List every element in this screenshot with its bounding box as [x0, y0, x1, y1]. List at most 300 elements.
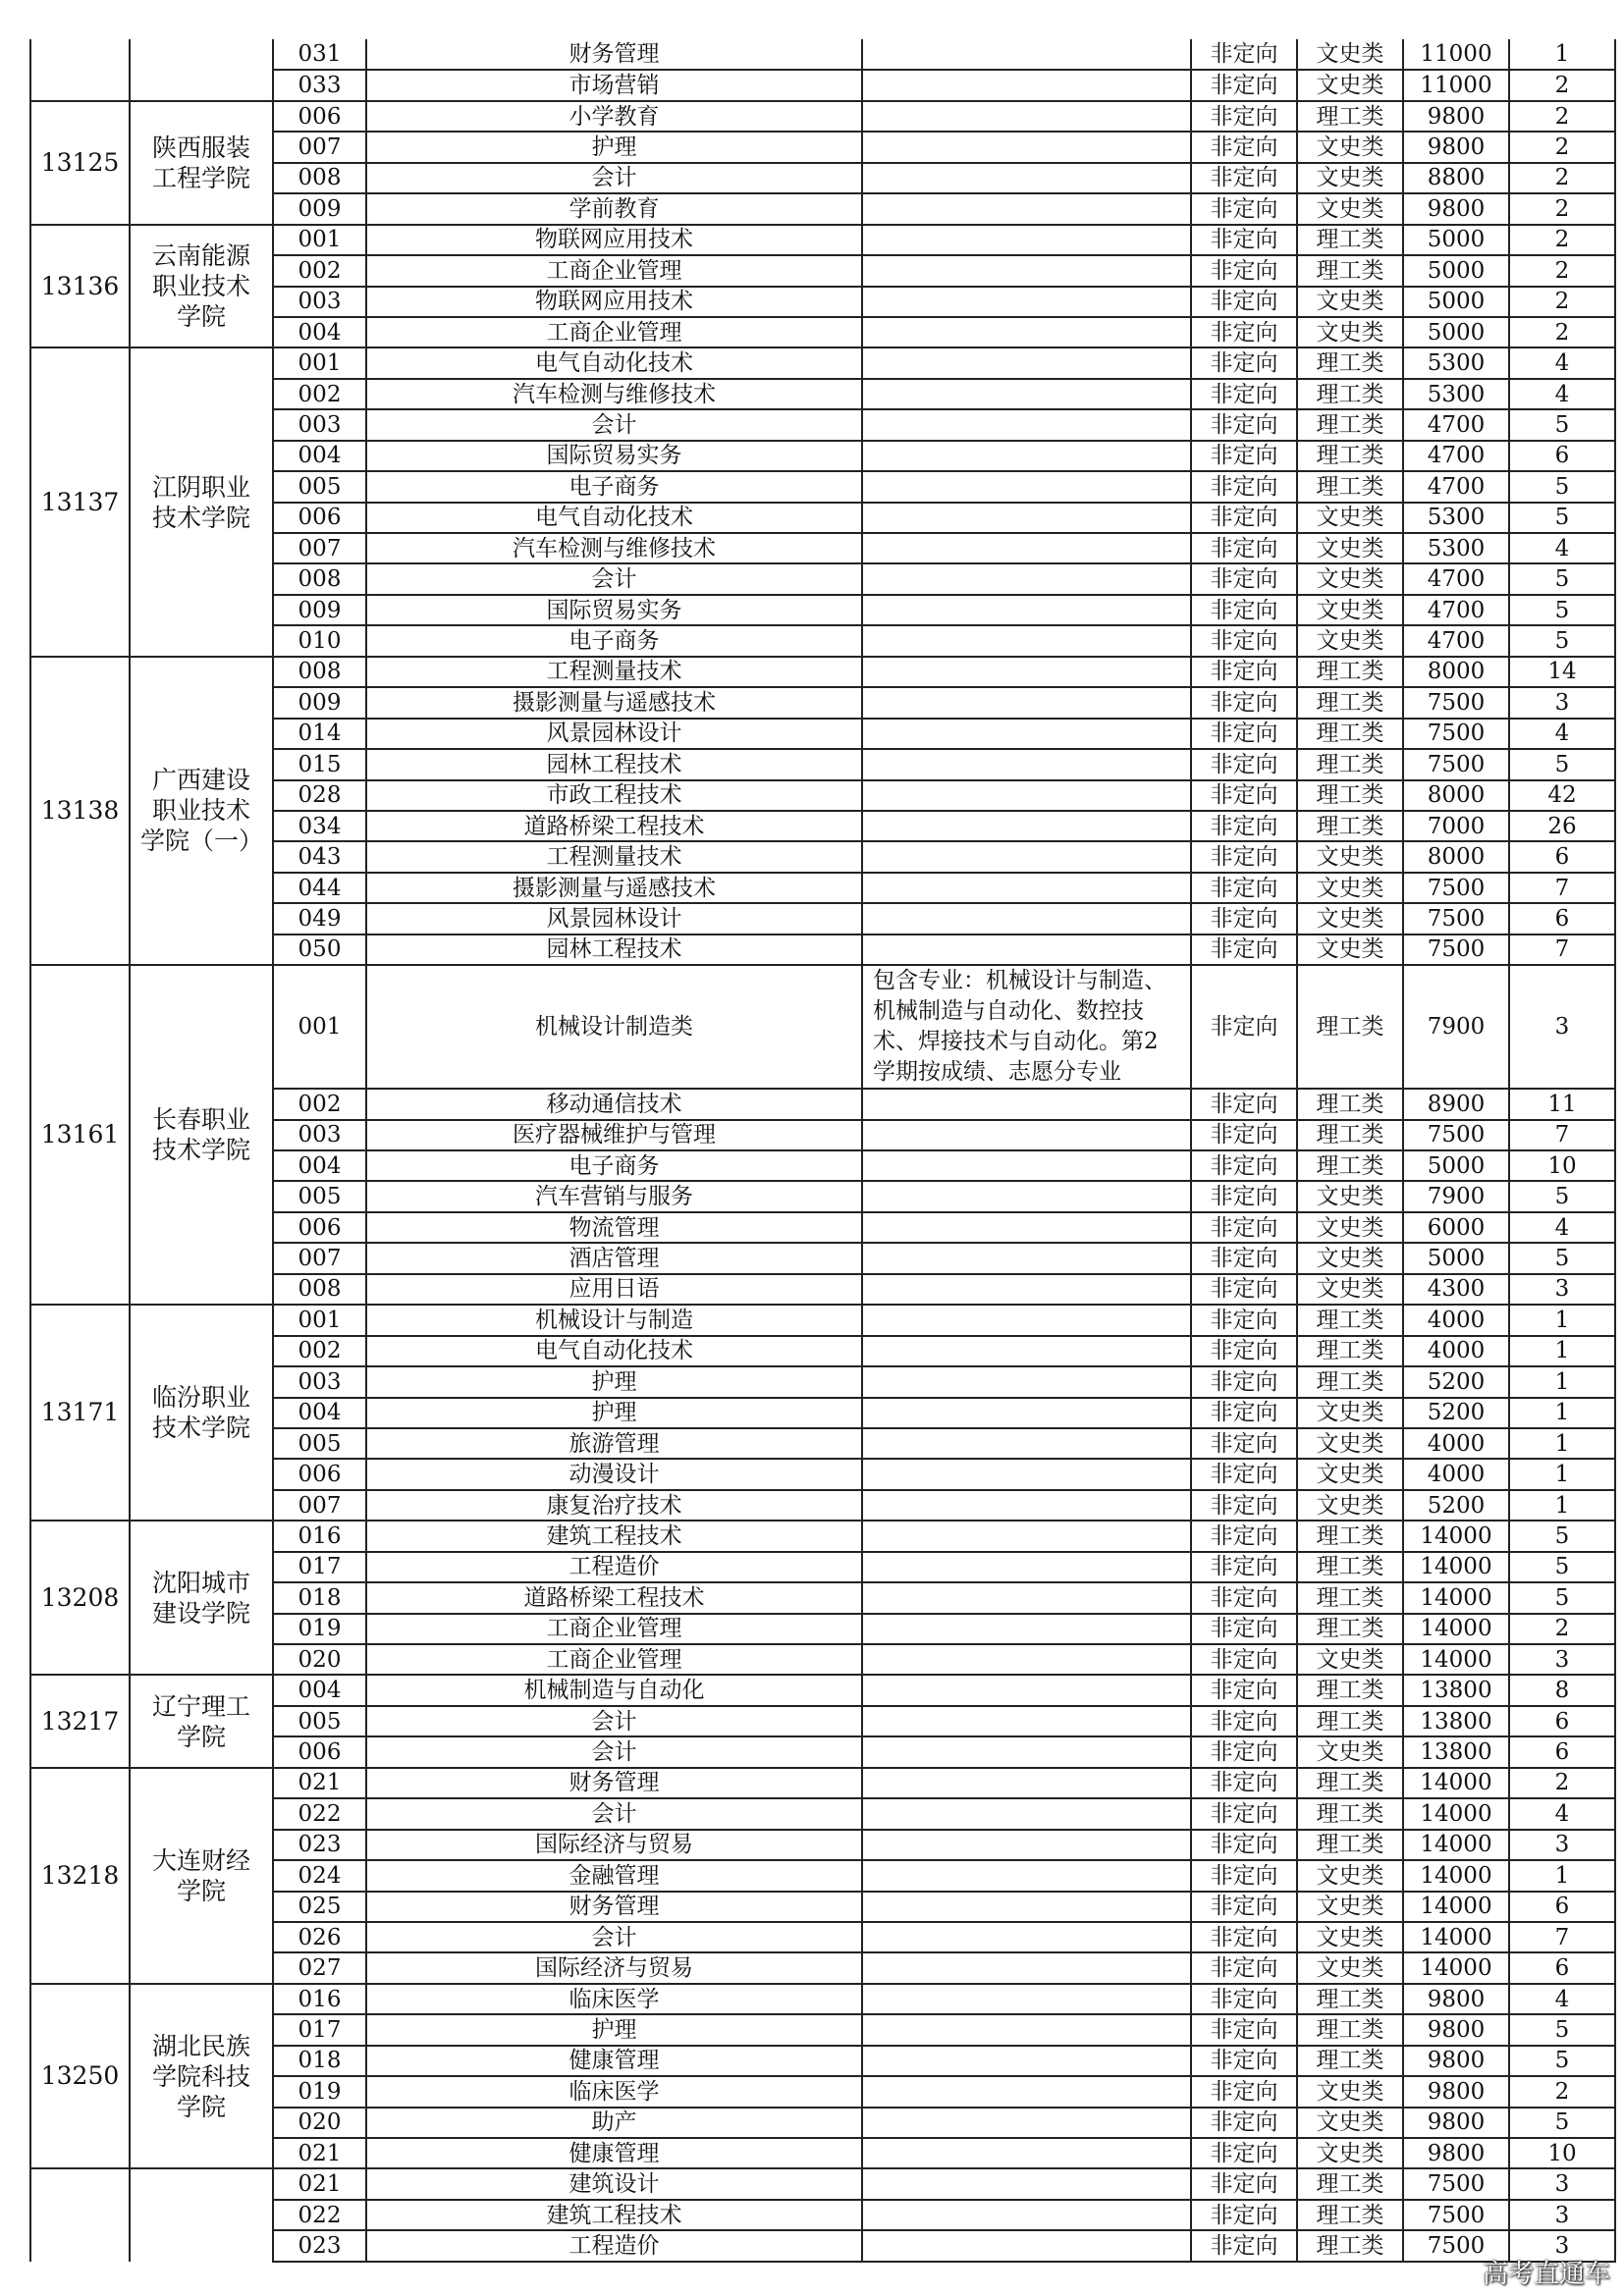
category-cell: 文史类: [1297, 1736, 1403, 1767]
plan-count-cell: 11: [1509, 1089, 1615, 1119]
direction-cell: 非定向: [1191, 657, 1297, 687]
remark-cell: [862, 1243, 1191, 1273]
tuition-cell: 9800: [1403, 1984, 1509, 2014]
enrollment-plan-table: [29, 39, 1616, 2263]
category-cell: 理工类: [1297, 780, 1403, 811]
major-name-cell: 工商企业管理: [366, 317, 862, 347]
direction-cell: 非定向: [1191, 225, 1297, 255]
major-name-cell: 财务管理: [366, 1768, 862, 1798]
direction-cell: 非定向: [1191, 1830, 1297, 1860]
direction-cell: 非定向: [1191, 1366, 1297, 1397]
major-name-cell: 助产: [366, 2108, 862, 2138]
program-number-cell: 009: [273, 193, 366, 224]
plan-count-cell: 4: [1509, 533, 1615, 563]
remark-cell: [862, 657, 1191, 687]
direction-cell: 非定向: [1191, 687, 1297, 718]
school-name-cell: 云南能源职业技术学院: [130, 225, 273, 348]
major-name-cell: 工程造价: [366, 2230, 862, 2261]
program-number-cell: 007: [273, 533, 366, 563]
remark-cell: [862, 1428, 1191, 1459]
tuition-cell: 13800: [1403, 1706, 1509, 1736]
tuition-cell: 4700: [1403, 563, 1509, 594]
direction-cell: 非定向: [1191, 1798, 1297, 1829]
program-number-cell: 019: [273, 2076, 366, 2107]
school-code-cell: 13136: [30, 225, 130, 348]
category-cell: 文史类: [1297, 1952, 1403, 1983]
category-cell: 文史类: [1297, 1860, 1403, 1891]
program-number-cell: 005: [273, 1181, 366, 1211]
major-name-cell: 应用日语: [366, 1274, 862, 1305]
category-cell: 文史类: [1297, 39, 1403, 70]
tuition-cell: 14000: [1403, 1860, 1509, 1891]
program-number-cell: 006: [273, 1459, 366, 1489]
tuition-cell: 7900: [1403, 965, 1509, 1089]
direction-cell: 非定向: [1191, 1736, 1297, 1767]
school-name-cell: 临汾职业技术学院: [130, 1305, 273, 1521]
category-cell: 文史类: [1297, 625, 1403, 656]
category-cell: 文史类: [1297, 533, 1403, 563]
plan-count-cell: 1: [1509, 1860, 1615, 1891]
plan-count-cell: 3: [1509, 1274, 1615, 1305]
program-number-cell: 003: [273, 287, 366, 317]
category-cell: 文史类: [1297, 903, 1403, 934]
table-row: [30, 39, 1615, 70]
major-name-cell: 市场营销: [366, 70, 862, 100]
major-name-cell: 护理: [366, 132, 862, 162]
remark-cell: [862, 1274, 1191, 1305]
direction-cell: 非定向: [1191, 2076, 1297, 2107]
tuition-cell: 14000: [1403, 1582, 1509, 1613]
remark-cell: [862, 1582, 1191, 1613]
tuition-cell: 7500: [1403, 2200, 1509, 2230]
plan-count-cell: 2: [1509, 317, 1615, 347]
direction-cell: 非定向: [1191, 1212, 1297, 1243]
remark-cell: [862, 1366, 1191, 1397]
program-number-cell: 027: [273, 1952, 366, 1983]
program-number-cell: 004: [273, 317, 366, 347]
remark-cell: [862, 625, 1191, 656]
table-body: [30, 39, 1615, 2262]
plan-count-cell: 3: [1509, 965, 1615, 1089]
direction-cell: 非定向: [1191, 39, 1297, 70]
major-name-cell: 医疗器械维护与管理: [366, 1120, 862, 1150]
direction-cell: 非定向: [1191, 1922, 1297, 1952]
remark-cell: [862, 1150, 1191, 1181]
major-name-cell: 国际贸易实务: [366, 441, 862, 471]
remark-cell: [862, 2168, 1191, 2199]
category-cell: 文史类: [1297, 873, 1403, 903]
direction-cell: 非定向: [1191, 2014, 1297, 2045]
tuition-cell: 14000: [1403, 1521, 1509, 1551]
category-cell: 理工类: [1297, 1582, 1403, 1613]
major-name-cell: 建筑工程技术: [366, 1521, 862, 1551]
category-cell: 文史类: [1297, 1892, 1403, 1922]
direction-cell: 非定向: [1191, 1860, 1297, 1891]
program-number-cell: 018: [273, 1582, 366, 1613]
plan-count-cell: 2: [1509, 2076, 1615, 2107]
plan-count-cell: 5: [1509, 2108, 1615, 2138]
category-cell: 理工类: [1297, 687, 1403, 718]
remark-cell: [862, 811, 1191, 841]
major-name-cell: 国际贸易实务: [366, 595, 862, 625]
category-cell: 文史类: [1297, 1428, 1403, 1459]
tuition-cell: 7500: [1403, 873, 1509, 903]
program-number-cell: 001: [273, 965, 366, 1089]
school-name-cell: 陕西服装工程学院: [130, 101, 273, 225]
school-code-cell: 13218: [30, 1768, 130, 1984]
school-name-cell: 沈阳城市建设学院: [130, 1521, 273, 1675]
school-name-cell: 广西建设职业技术学院（一）: [130, 657, 273, 965]
major-name-cell: 机械制造与自动化: [366, 1675, 862, 1705]
plan-count-cell: 8: [1509, 1675, 1615, 1705]
remark-cell: [862, 1706, 1191, 1736]
category-cell: 文史类: [1297, 2108, 1403, 2138]
tuition-cell: 14000: [1403, 1614, 1509, 1644]
program-number-cell: 001: [273, 347, 366, 378]
program-number-cell: 006: [273, 1212, 366, 1243]
program-number-cell: 026: [273, 1922, 366, 1952]
remark-cell: [862, 287, 1191, 317]
program-number-cell: 002: [273, 255, 366, 286]
remark-cell: [862, 533, 1191, 563]
program-number-cell: 009: [273, 595, 366, 625]
tuition-cell: 4700: [1403, 595, 1509, 625]
direction-cell: 非定向: [1191, 441, 1297, 471]
program-number-cell: 044: [273, 873, 366, 903]
plan-count-cell: 5: [1509, 1582, 1615, 1613]
program-number-cell: 005: [273, 1706, 366, 1736]
program-number-cell: 002: [273, 1336, 366, 1366]
program-number-cell: 014: [273, 719, 366, 749]
plan-count-cell: 1: [1509, 1398, 1615, 1428]
plan-count-cell: 1: [1509, 1428, 1615, 1459]
major-name-cell: 工程测量技术: [366, 657, 862, 687]
remark-cell: [862, 1614, 1191, 1644]
school-name-cell: 湖北民族学院科技学院: [130, 1984, 273, 2169]
plan-count-cell: 2: [1509, 225, 1615, 255]
tuition-cell: 14000: [1403, 1552, 1509, 1582]
program-number-cell: 019: [273, 1614, 366, 1644]
category-cell: 文史类: [1297, 934, 1403, 965]
direction-cell: 非定向: [1191, 1892, 1297, 1922]
category-cell: 文史类: [1297, 595, 1403, 625]
tuition-cell: 5300: [1403, 379, 1509, 409]
tuition-cell: 9800: [1403, 132, 1509, 162]
major-name-cell: 市政工程技术: [366, 780, 862, 811]
remark-cell: [862, 873, 1191, 903]
school-code-cell: 13208: [30, 1521, 130, 1675]
major-name-cell: 旅游管理: [366, 1428, 862, 1459]
direction-cell: 非定向: [1191, 1243, 1297, 1273]
plan-count-cell: 2: [1509, 132, 1615, 162]
program-number-cell: 031: [273, 39, 366, 70]
remark-cell: [862, 39, 1191, 70]
tuition-cell: 14000: [1403, 1768, 1509, 1798]
plan-count-cell: 4: [1509, 719, 1615, 749]
direction-cell: 非定向: [1191, 903, 1297, 934]
program-number-cell: 008: [273, 657, 366, 687]
program-number-cell: 004: [273, 1150, 366, 1181]
direction-cell: 非定向: [1191, 287, 1297, 317]
plan-count-cell: 2: [1509, 1768, 1615, 1798]
program-number-cell: 016: [273, 1521, 366, 1551]
plan-count-cell: 42: [1509, 780, 1615, 811]
plan-count-cell: 5: [1509, 1181, 1615, 1211]
remark-cell: 包含专业：机械设计与制造、机械制造与自动化、数控技术、焊接技术与自动化。第2学期按成绩、志愿分专业: [862, 965, 1191, 1089]
direction-cell: 非定向: [1191, 1521, 1297, 1551]
program-number-cell: 006: [273, 503, 366, 533]
tuition-cell: 7500: [1403, 2230, 1509, 2261]
program-number-cell: 033: [273, 70, 366, 100]
plan-count-cell: 6: [1509, 441, 1615, 471]
tuition-cell: 4700: [1403, 471, 1509, 502]
tuition-cell: 9800: [1403, 2108, 1509, 2138]
major-name-cell: 国际经济与贸易: [366, 1830, 862, 1860]
plan-count-cell: 5: [1509, 2014, 1615, 2045]
remark-cell: [862, 1089, 1191, 1119]
major-name-cell: 建筑工程技术: [366, 2200, 862, 2230]
major-name-cell: 动漫设计: [366, 1459, 862, 1489]
major-name-cell: 物流管理: [366, 1212, 862, 1243]
category-cell: 理工类: [1297, 255, 1403, 286]
direction-cell: 非定向: [1191, 1614, 1297, 1644]
tuition-cell: 9800: [1403, 193, 1509, 224]
category-cell: 文史类: [1297, 1243, 1403, 1273]
major-name-cell: 风景园林设计: [366, 719, 862, 749]
tuition-cell: 5000: [1403, 287, 1509, 317]
tuition-cell: 5000: [1403, 317, 1509, 347]
remark-cell: [862, 1336, 1191, 1366]
table-row: [30, 657, 1615, 687]
remark-cell: [862, 780, 1191, 811]
major-name-cell: 电气自动化技术: [366, 1336, 862, 1366]
program-number-cell: 010: [273, 625, 366, 656]
category-cell: 理工类: [1297, 2230, 1403, 2261]
program-number-cell: 005: [273, 471, 366, 502]
remark-cell: [862, 163, 1191, 193]
major-name-cell: 电子商务: [366, 471, 862, 502]
category-cell: 理工类: [1297, 1706, 1403, 1736]
plan-count-cell: 10: [1509, 1150, 1615, 1181]
program-number-cell: 021: [273, 2138, 366, 2168]
plan-count-cell: 6: [1509, 841, 1615, 872]
category-cell: 理工类: [1297, 811, 1403, 841]
school-code-cell: 13217: [30, 1675, 130, 1767]
tuition-cell: 5300: [1403, 347, 1509, 378]
plan-count-cell: 5: [1509, 2046, 1615, 2076]
remark-cell: [862, 1830, 1191, 1860]
plan-count-cell: 2: [1509, 70, 1615, 100]
remark-cell: [862, 1305, 1191, 1335]
category-cell: 文史类: [1297, 2076, 1403, 2107]
program-number-cell: 024: [273, 1860, 366, 1891]
school-name-cell: 辽宁理工学院: [130, 1675, 273, 1767]
plan-count-cell: 2: [1509, 287, 1615, 317]
remark-cell: [862, 1120, 1191, 1150]
remark-cell: [862, 2230, 1191, 2261]
major-name-cell: 工商企业管理: [366, 255, 862, 286]
plan-count-cell: 6: [1509, 1736, 1615, 1767]
remark-cell: [862, 1952, 1191, 1983]
remark-cell: [862, 1459, 1191, 1489]
direction-cell: 非定向: [1191, 1398, 1297, 1428]
plan-count-cell: 5: [1509, 1243, 1615, 1273]
program-number-cell: 049: [273, 903, 366, 934]
plan-count-cell: 2: [1509, 163, 1615, 193]
category-cell: 理工类: [1297, 1614, 1403, 1644]
major-name-cell: 汽车检测与维修技术: [366, 379, 862, 409]
plan-count-cell: 3: [1509, 1830, 1615, 1860]
program-number-cell: 002: [273, 1089, 366, 1119]
remark-cell: [862, 409, 1191, 440]
category-cell: 理工类: [1297, 1150, 1403, 1181]
category-cell: 理工类: [1297, 379, 1403, 409]
program-number-cell: 015: [273, 749, 366, 779]
tuition-cell: 8900: [1403, 1089, 1509, 1119]
major-name-cell: 物联网应用技术: [366, 287, 862, 317]
tuition-cell: 4700: [1403, 441, 1509, 471]
remark-cell: [862, 347, 1191, 378]
program-number-cell: 020: [273, 1644, 366, 1675]
remark-cell: [862, 2200, 1191, 2230]
tuition-cell: 14000: [1403, 1952, 1509, 1983]
major-name-cell: 园林工程技术: [366, 749, 862, 779]
direction-cell: 非定向: [1191, 595, 1297, 625]
direction-cell: 非定向: [1191, 409, 1297, 440]
tuition-cell: 5000: [1403, 1150, 1509, 1181]
tuition-cell: 14000: [1403, 1922, 1509, 1952]
category-cell: 理工类: [1297, 1336, 1403, 1366]
remark-cell: [862, 441, 1191, 471]
tuition-cell: 8800: [1403, 163, 1509, 193]
plan-count-cell: 6: [1509, 1892, 1615, 1922]
plan-count-cell: 1: [1509, 1336, 1615, 1366]
tuition-cell: 5300: [1403, 503, 1509, 533]
major-name-cell: 会计: [366, 409, 862, 440]
category-cell: 文史类: [1297, 2138, 1403, 2168]
tuition-cell: 14000: [1403, 1830, 1509, 1860]
tuition-cell: 4700: [1403, 409, 1509, 440]
tuition-cell: 5200: [1403, 1398, 1509, 1428]
direction-cell: 非定向: [1191, 1582, 1297, 1613]
direction-cell: 非定向: [1191, 379, 1297, 409]
tuition-cell: 4700: [1403, 625, 1509, 656]
plan-count-cell: 7: [1509, 1922, 1615, 1952]
remark-cell: [862, 1860, 1191, 1891]
category-cell: 文史类: [1297, 1398, 1403, 1428]
major-name-cell: 护理: [366, 1398, 862, 1428]
category-cell: 理工类: [1297, 1768, 1403, 1798]
category-cell: 理工类: [1297, 1089, 1403, 1119]
remark-cell: [862, 2076, 1191, 2107]
program-number-cell: 003: [273, 409, 366, 440]
major-name-cell: 机械设计制造类: [366, 965, 862, 1089]
school-code-cell: 13161: [30, 965, 130, 1305]
tuition-cell: 14000: [1403, 1798, 1509, 1829]
plan-count-cell: 10: [1509, 2138, 1615, 2168]
plan-count-cell: 1: [1509, 1366, 1615, 1397]
table-row: [30, 101, 1615, 132]
program-number-cell: 003: [273, 1120, 366, 1150]
category-cell: 文史类: [1297, 841, 1403, 872]
plan-count-cell: 1: [1509, 1305, 1615, 1335]
direction-cell: 非定向: [1191, 2168, 1297, 2199]
remark-cell: [862, 2046, 1191, 2076]
major-name-cell: 会计: [366, 563, 862, 594]
remark-cell: [862, 719, 1191, 749]
category-cell: 理工类: [1297, 1305, 1403, 1335]
category-cell: 理工类: [1297, 965, 1403, 1089]
major-name-cell: 工程测量技术: [366, 841, 862, 872]
major-name-cell: 健康管理: [366, 2138, 862, 2168]
tuition-cell: 13800: [1403, 1675, 1509, 1705]
major-name-cell: 摄影测量与遥感技术: [366, 687, 862, 718]
major-name-cell: 机械设计与制造: [366, 1305, 862, 1335]
program-number-cell: 016: [273, 1984, 366, 2014]
direction-cell: 非定向: [1191, 1120, 1297, 1150]
plan-count-cell: 5: [1509, 563, 1615, 594]
program-number-cell: 001: [273, 225, 366, 255]
direction-cell: 非定向: [1191, 625, 1297, 656]
major-name-cell: 汽车营销与服务: [366, 1181, 862, 1211]
tuition-cell: 4000: [1403, 1336, 1509, 1366]
school-code-cell: 13250: [30, 1984, 130, 2169]
direction-cell: 非定向: [1191, 101, 1297, 132]
program-number-cell: 004: [273, 1675, 366, 1705]
program-number-cell: 023: [273, 2230, 366, 2261]
tuition-cell: 5300: [1403, 533, 1509, 563]
direction-cell: 非定向: [1191, 347, 1297, 378]
major-name-cell: 国际经济与贸易: [366, 1952, 862, 1983]
direction-cell: 非定向: [1191, 2108, 1297, 2138]
table-row: [30, 1521, 1615, 1551]
watermark-logo: 高考直通车: [1482, 2260, 1610, 2289]
direction-cell: 非定向: [1191, 1706, 1297, 1736]
program-number-cell: 007: [273, 1490, 366, 1521]
plan-count-cell: 1: [1509, 1459, 1615, 1489]
major-name-cell: 工商企业管理: [366, 1644, 862, 1675]
remark-cell: [862, 132, 1191, 162]
program-number-cell: 009: [273, 687, 366, 718]
major-name-cell: 会计: [366, 163, 862, 193]
program-number-cell: 022: [273, 1798, 366, 1829]
remark-cell: [862, 1675, 1191, 1705]
category-cell: 文史类: [1297, 70, 1403, 100]
direction-cell: 非定向: [1191, 965, 1297, 1089]
school-name-cell: [130, 2168, 273, 2261]
direction-cell: 非定向: [1191, 1490, 1297, 1521]
category-cell: 理工类: [1297, 1675, 1403, 1705]
tuition-cell: 9800: [1403, 2046, 1509, 2076]
category-cell: 理工类: [1297, 749, 1403, 779]
direction-cell: 非定向: [1191, 533, 1297, 563]
category-cell: 理工类: [1297, 1366, 1403, 1397]
remark-cell: [862, 70, 1191, 100]
category-cell: 理工类: [1297, 2046, 1403, 2076]
major-name-cell: 会计: [366, 1736, 862, 1767]
program-number-cell: 004: [273, 441, 366, 471]
program-number-cell: 025: [273, 1892, 366, 1922]
remark-cell: [862, 1398, 1191, 1428]
major-name-cell: 护理: [366, 1366, 862, 1397]
tuition-cell: 13800: [1403, 1736, 1509, 1767]
tuition-cell: 5000: [1403, 255, 1509, 286]
program-number-cell: 003: [273, 1366, 366, 1397]
tuition-cell: 5200: [1403, 1490, 1509, 1521]
table-row: [30, 2168, 1615, 2199]
major-name-cell: 康复治疗技术: [366, 1490, 862, 1521]
category-cell: 文史类: [1297, 1181, 1403, 1211]
